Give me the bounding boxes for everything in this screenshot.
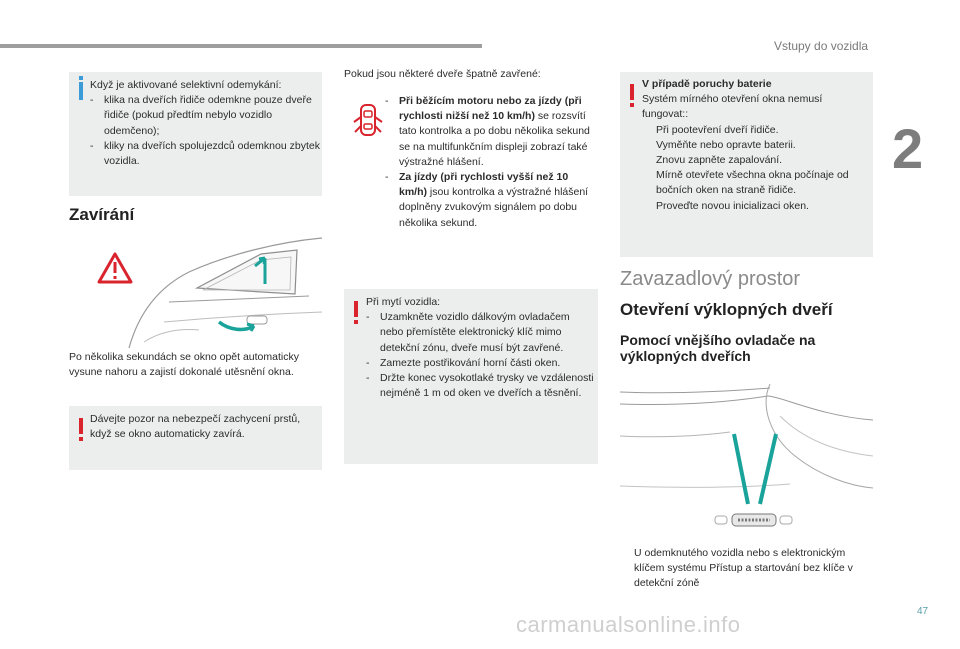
list-item: Proveďte novou inicializaci oken. <box>656 199 809 212</box>
info-icon <box>79 82 83 100</box>
list-item: - Za jízdy (při rychlosti vyšší než 10 km/h) jsou kontrolka a výstražné hlášení doplněny zvukovým signálem po dobu několika sekund. <box>385 171 589 229</box>
list-item: Při pootevření dveří řidiče. <box>656 123 779 136</box>
list-item: Znovu zapněte zapalování. <box>656 154 783 167</box>
header-bar <box>0 44 482 48</box>
warning-box-battery <box>620 72 873 257</box>
list-item: Mírně otevřete všechna okna počínaje od bočních oken na straně řidiče. <box>656 169 849 197</box>
washing-intro: Při mytí vozidla: <box>366 296 441 308</box>
info-intro: Když je aktivované selektivní odemykání: <box>90 79 282 91</box>
info-box <box>69 72 322 196</box>
battery-title: V případě poruchy baterie <box>642 78 772 90</box>
warning-icon <box>79 418 83 434</box>
warning-triangle-icon <box>99 254 131 282</box>
list-item: Vyměňte nebo opravte baterii. <box>656 138 796 151</box>
list-item: U odemknutého vozidla nebo s elektronickým klíčem systému Přístup a startování bez klíče v detekční zóně <box>634 547 853 590</box>
tailgate-illustration <box>620 376 873 539</box>
heading-tailgate: Otevření výklopných dveří <box>620 300 833 319</box>
subheading-exterior-control: Pomocí vnějšího ovladače na výklopných dveřích <box>620 332 816 364</box>
battery-intro: Systém mírného otevření okna nemusí fungovat:: <box>642 93 823 121</box>
warning-icon <box>630 84 634 100</box>
list-item: - Držte konec vysokotlaké trysky ve vzdálenosti nejméně 1 m od oken ve dveřích a těsnění. <box>366 372 594 400</box>
list-item: - Při běžícím motoru nebo za jízdy (při rychlosti nižší než 10 km/h) se rozsvítí tato kontrolka a po dobu několika sekund se na multifunkčním displeji zobrazí také výstražné hlášení. <box>385 95 590 168</box>
door-open-warning-icon <box>352 102 384 142</box>
list-item: - Uzamkněte vozidlo dálkovým ovladačem nebo přemístěte elektronický klíč mimo detekční zónu, dveře musí být zavřené. <box>366 311 570 354</box>
closing-paragraph: Po několika sekundách se okno opět automaticky vysune nahoru a zajistí dokonalé utěsnění okna. <box>69 351 299 379</box>
section-label: Vstupy do vozidla <box>774 39 869 53</box>
section-title-boot: Zavazadlový prostor <box>620 268 801 290</box>
warning-icon <box>354 301 358 317</box>
list-item: - Zamezte postřikování horní části oken. <box>366 356 561 369</box>
watermark: carmanualsonline.info <box>516 612 741 637</box>
col2-intro: Pokud jsou některé dveře špatně zavřené: <box>344 68 541 80</box>
page-number: 47 <box>917 606 929 617</box>
chapter-number: 2 <box>892 117 924 180</box>
list-item: - klika na dveřích řidiče odemkne pouze dveře řidiče (pokud předtím nebylo vozidlo odemčeno); <box>90 94 312 137</box>
heading-closing: Zavírání <box>69 205 135 224</box>
car-window-illustration <box>69 232 322 348</box>
warning-box-washing <box>344 289 598 464</box>
warning-box <box>69 406 322 470</box>
warning-text: Dávejte pozor na nebezpečí zachycení prstů, když se okno automaticky zavírá. <box>90 413 301 441</box>
list-item: - kliky na dveřích spolujezdců odemknou zbytek vozidla. <box>90 139 320 168</box>
